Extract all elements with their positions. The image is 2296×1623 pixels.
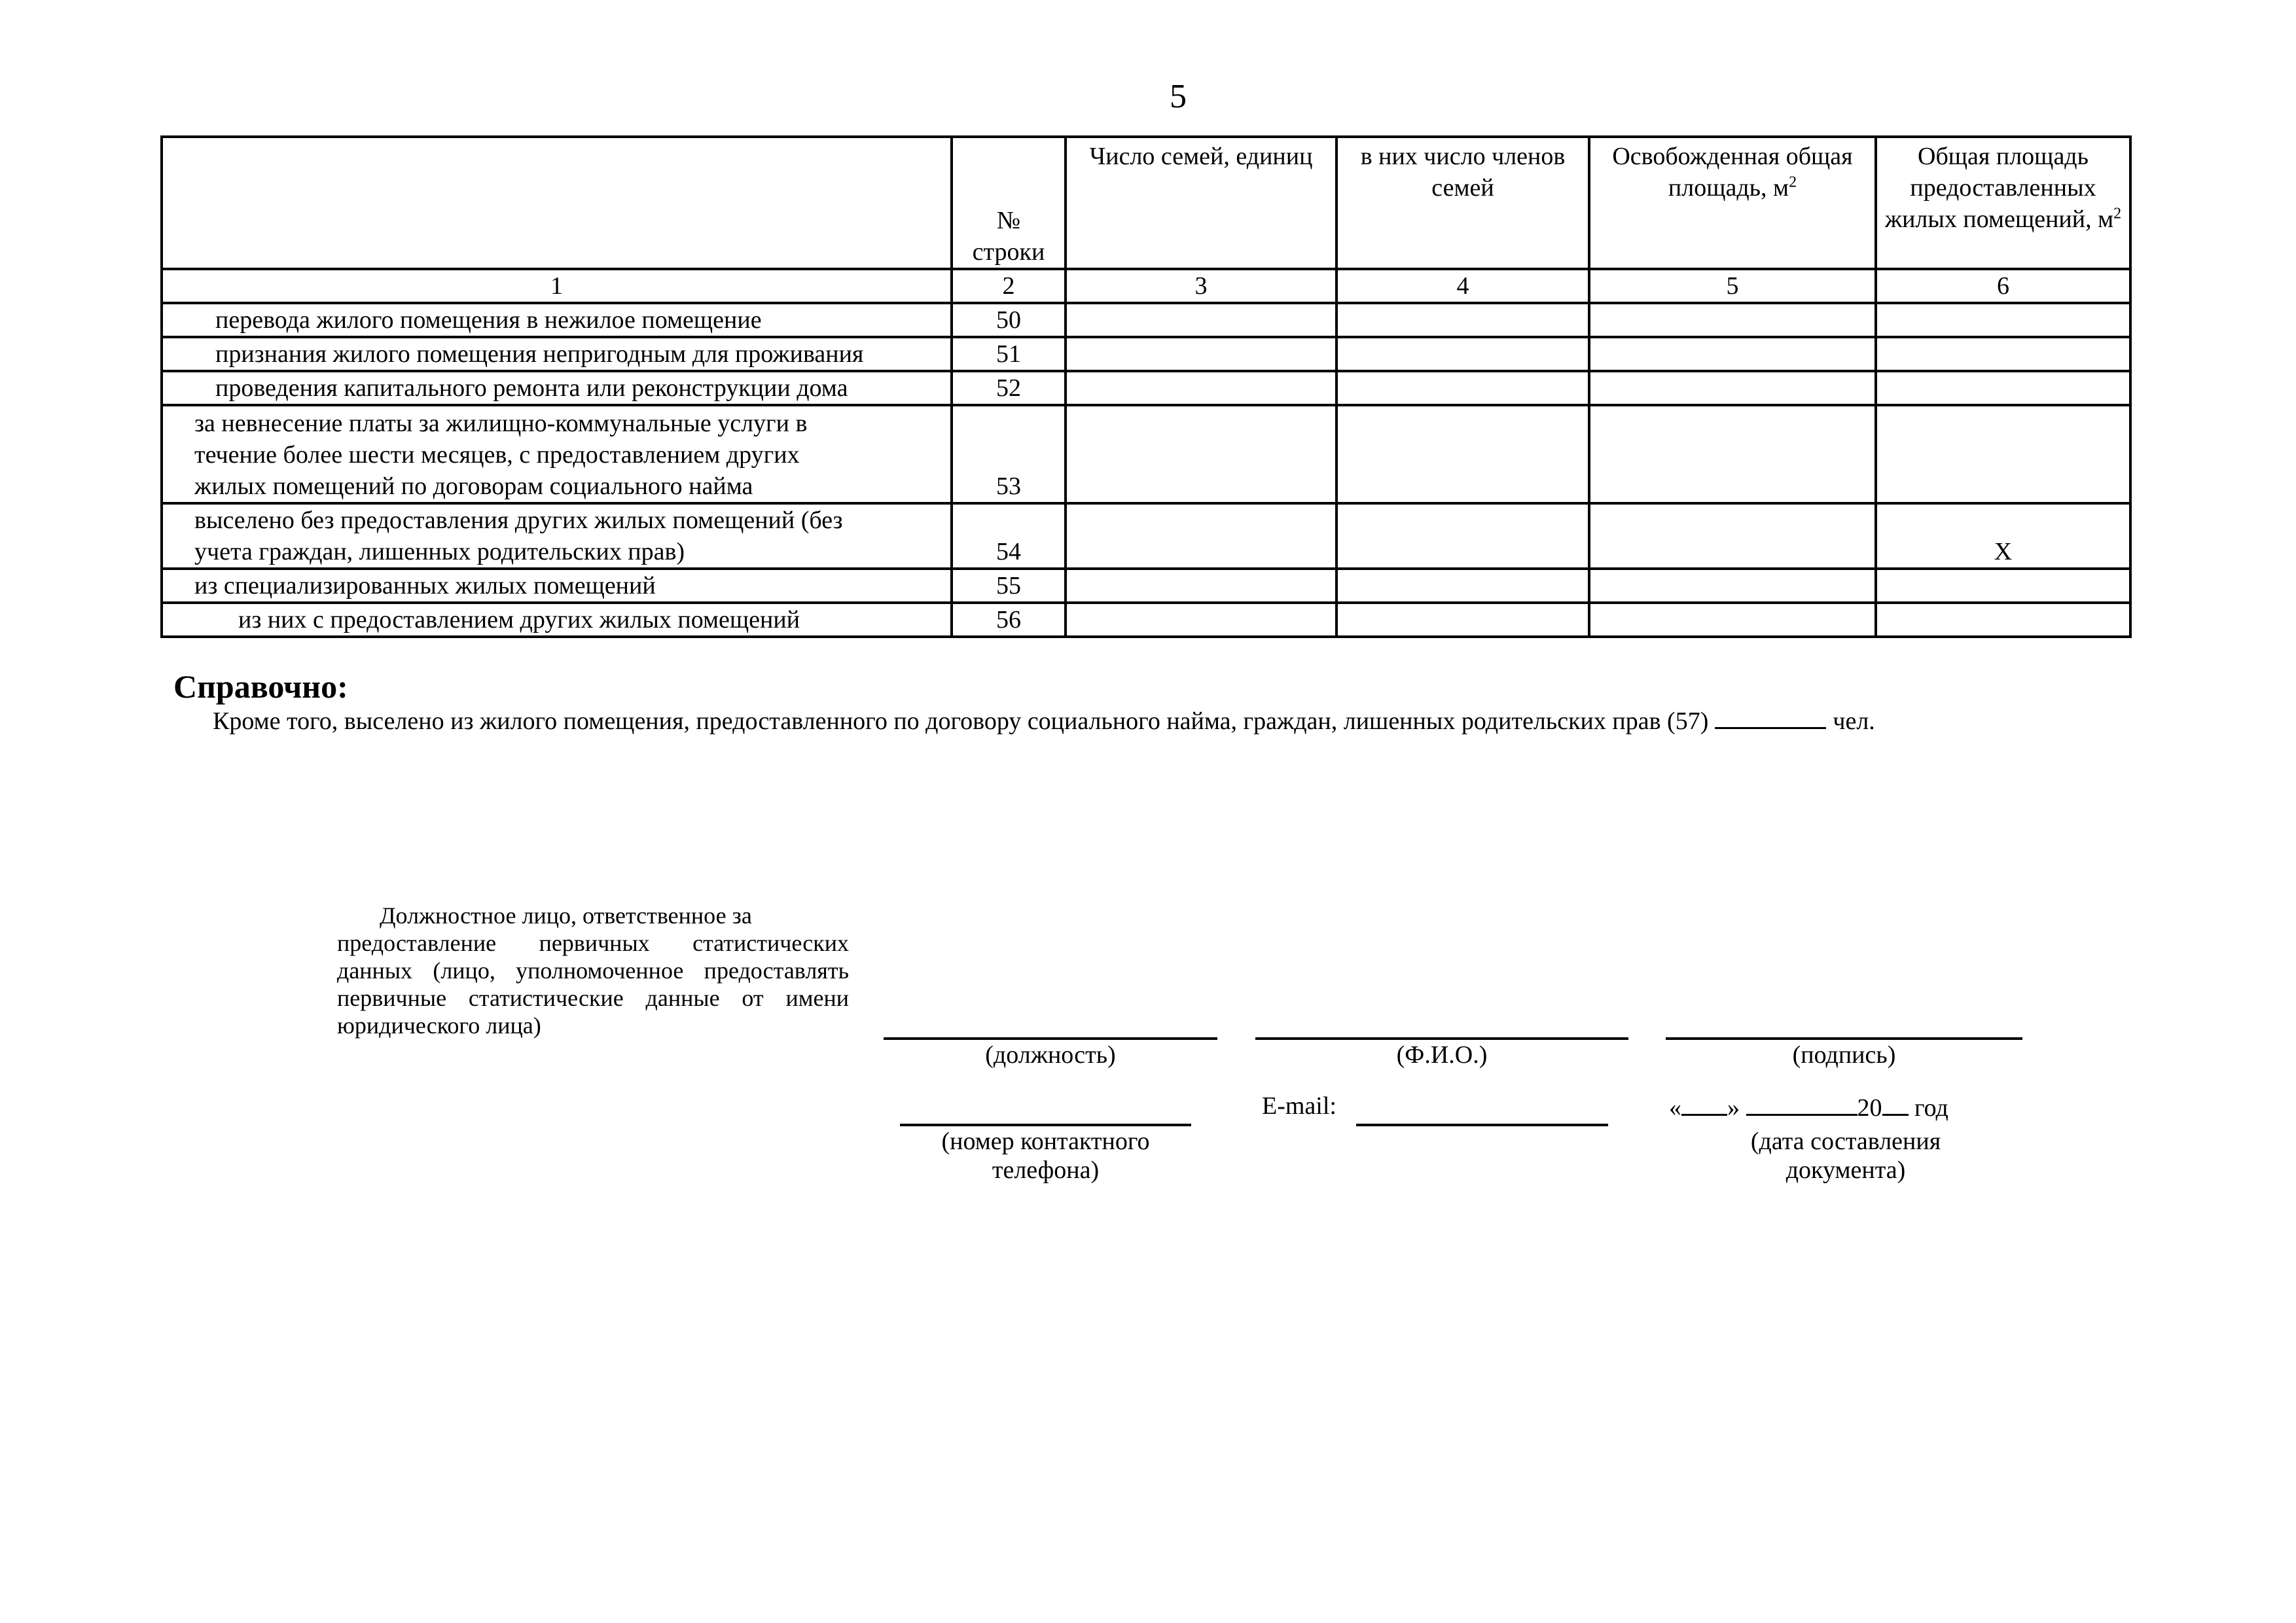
cell-freed-area[interactable] bbox=[1589, 603, 1876, 637]
header-members bbox=[1336, 137, 1589, 269]
row-number: 51 bbox=[952, 337, 1066, 371]
date-year-blank[interactable] bbox=[1882, 1092, 1909, 1116]
cell-freed-area[interactable] bbox=[1589, 303, 1876, 337]
cell-freed-area[interactable] bbox=[1589, 405, 1876, 503]
row-label: из специализированных жилых помещений bbox=[162, 569, 952, 603]
official-line-2: предоставление первичных статистических данных (лицо, уполномоченное предоставлять первичные статистические данные от имени юридического лица) bbox=[337, 930, 849, 1039]
header-families bbox=[1066, 137, 1336, 269]
header-row-no-text: № строки bbox=[972, 207, 1045, 266]
col-number-4: 4 bbox=[1336, 269, 1589, 303]
cell-families[interactable] bbox=[1066, 503, 1336, 569]
email-label: E-mail: bbox=[1262, 1092, 1336, 1120]
date-month-blank[interactable] bbox=[1746, 1092, 1857, 1116]
cell-members[interactable] bbox=[1336, 337, 1589, 371]
table-row bbox=[162, 303, 2130, 337]
official-description bbox=[337, 902, 849, 1039]
cell-families[interactable] bbox=[1066, 569, 1336, 603]
cell-families[interactable] bbox=[1066, 603, 1336, 637]
table-row bbox=[162, 371, 2130, 405]
row-label-line: выселено без предоставления других жилых помещений (без bbox=[194, 507, 843, 534]
cell-members[interactable] bbox=[1336, 503, 1589, 569]
name-line[interactable] bbox=[1255, 1037, 1628, 1040]
row-label bbox=[162, 503, 952, 569]
cell-freed-area[interactable] bbox=[1589, 371, 1876, 405]
cell-members[interactable] bbox=[1336, 569, 1589, 603]
date-open-quote: « bbox=[1669, 1094, 1681, 1122]
email-line[interactable] bbox=[1356, 1124, 1608, 1126]
row-label: из них с предоставлением других жилых помещений bbox=[162, 603, 952, 637]
header-freed-area bbox=[1589, 137, 1876, 269]
column-number-row bbox=[162, 269, 2130, 303]
phone-caption-line-1: (номер контактного bbox=[941, 1128, 1150, 1155]
cell-members[interactable] bbox=[1336, 371, 1589, 405]
official-line-1: Должностное лицо, ответственное за bbox=[380, 902, 752, 929]
signature-line[interactable] bbox=[1666, 1037, 2022, 1040]
row-label-line: учета граждан, лишенных родительских прав) bbox=[194, 538, 685, 565]
date-year-prefix: 20 bbox=[1857, 1094, 1882, 1122]
cell-families[interactable] bbox=[1066, 405, 1336, 503]
header-provided-area bbox=[1876, 137, 2130, 269]
date-caption-line-1: (дата составления bbox=[1750, 1128, 1941, 1155]
row-number: 53 bbox=[952, 405, 1066, 503]
header-members-text: в них число членов семей bbox=[1360, 143, 1566, 202]
row-label: перевода жилого помещения в нежилое помещение bbox=[162, 303, 952, 337]
reference-unit: чел. bbox=[1833, 707, 1875, 735]
table-row bbox=[162, 569, 2130, 603]
cell-provided-area[interactable] bbox=[1876, 303, 2130, 337]
col-number-3: 3 bbox=[1066, 269, 1336, 303]
cell-freed-area[interactable] bbox=[1589, 569, 1876, 603]
header-families-text: Число семей, единиц bbox=[1089, 143, 1313, 170]
cell-provided-area-x: X bbox=[1876, 503, 2130, 569]
cell-provided-area[interactable] bbox=[1876, 603, 2130, 637]
table-row bbox=[162, 405, 2130, 503]
row-label-line: за невнесение платы за жилищно-коммунальные услуги в bbox=[194, 410, 808, 437]
cell-members[interactable] bbox=[1336, 303, 1589, 337]
row-label-line: течение более шести месяцев, с предоставлением других bbox=[194, 441, 800, 469]
phone-line[interactable] bbox=[900, 1124, 1191, 1126]
cell-freed-area[interactable] bbox=[1589, 503, 1876, 569]
table-row bbox=[162, 337, 2130, 371]
row-number: 50 bbox=[952, 303, 1066, 337]
page-number: 5 bbox=[1170, 78, 1187, 115]
reference-text bbox=[213, 707, 1875, 736]
reference-title: Справочно: bbox=[173, 668, 348, 705]
header-provided-area-text: Общая площадь предоставленных жилых помещений, м bbox=[1884, 143, 2114, 233]
header-freed-area-text: Освобожденная общая площадь, м bbox=[1612, 143, 1853, 202]
cell-provided-area[interactable] bbox=[1876, 405, 2130, 503]
position-line[interactable] bbox=[884, 1037, 1217, 1040]
table-row bbox=[162, 503, 2130, 569]
position-caption: (должность) bbox=[985, 1041, 1116, 1069]
cell-families[interactable] bbox=[1066, 303, 1336, 337]
date-caption-line-2: документа) bbox=[1785, 1156, 1906, 1184]
row-label: признания жилого помещения непригодным для проживания bbox=[162, 337, 952, 371]
header-freed-area-sup: 2 bbox=[1789, 173, 1797, 191]
header-provided-area-sup: 2 bbox=[2113, 205, 2122, 223]
table-row bbox=[162, 603, 2130, 637]
header-col-1 bbox=[162, 137, 952, 269]
table-header-row bbox=[162, 137, 2130, 269]
col-number-5: 5 bbox=[1589, 269, 1876, 303]
row-number: 56 bbox=[952, 603, 1066, 637]
date-year-suffix: год bbox=[1914, 1094, 1948, 1122]
cell-families[interactable] bbox=[1066, 371, 1336, 405]
date-caption bbox=[1666, 1127, 2026, 1185]
row-label-line: жилых помещений по договорам социального найма bbox=[194, 473, 753, 500]
cell-members[interactable] bbox=[1336, 603, 1589, 637]
phone-caption-line-2: телефона) bbox=[992, 1156, 1100, 1184]
row-number: 52 bbox=[952, 371, 1066, 405]
col-number-1: 1 bbox=[162, 269, 952, 303]
cell-freed-area[interactable] bbox=[1589, 337, 1876, 371]
row-label bbox=[162, 405, 952, 503]
name-caption: (Ф.И.О.) bbox=[1396, 1041, 1488, 1069]
col-number-6: 6 bbox=[1876, 269, 2130, 303]
statistics-table bbox=[160, 135, 2132, 638]
cell-families[interactable] bbox=[1066, 337, 1336, 371]
row-number: 55 bbox=[952, 569, 1066, 603]
col-number-2: 2 bbox=[952, 269, 1066, 303]
cell-provided-area[interactable] bbox=[1876, 371, 2130, 405]
cell-members[interactable] bbox=[1336, 405, 1589, 503]
date-field bbox=[1669, 1092, 1948, 1122]
reference-sentence: Кроме того, выселено из жилого помещения, предоставленного по договору социального найма, граждан, лишенных родительских прав (57) bbox=[213, 707, 1709, 735]
phone-caption bbox=[900, 1127, 1191, 1185]
row-label: проведения капитального ремонта или реконструкции дома bbox=[162, 371, 952, 405]
header-row-no bbox=[952, 137, 1066, 269]
cell-provided-area[interactable] bbox=[1876, 337, 2130, 371]
row-number: 54 bbox=[952, 503, 1066, 569]
cell-provided-area[interactable] bbox=[1876, 569, 2130, 603]
date-close-quote: » bbox=[1727, 1094, 1740, 1122]
reference-blank-field[interactable] bbox=[1715, 707, 1826, 729]
date-day-blank[interactable] bbox=[1681, 1092, 1727, 1116]
signature-caption: (подпись) bbox=[1792, 1041, 1896, 1069]
email-field bbox=[1262, 1092, 1336, 1120]
